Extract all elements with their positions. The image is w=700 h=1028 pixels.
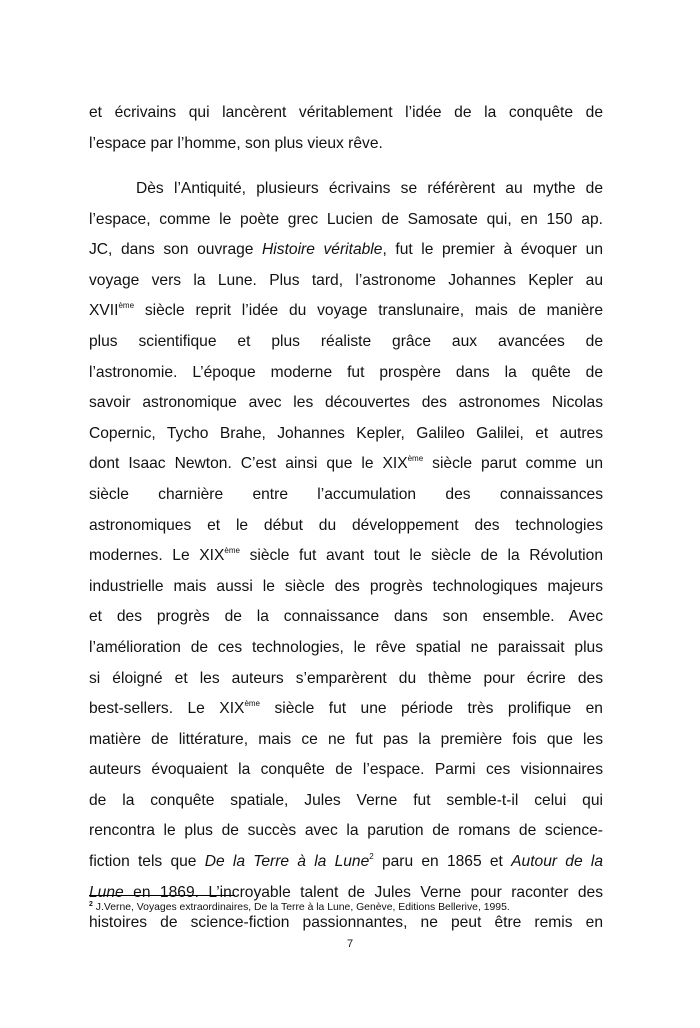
text-line: rencontra le plus de succès avec la parution de romans de science- [89, 822, 603, 840]
text-line [89, 235, 603, 266]
page-number: 7 [346, 938, 354, 950]
text-line: astronomiques et le début du développement des technologies [89, 516, 603, 534]
text-span: siècle reprit l’idée du voyage translunaire, mais de manière [134, 302, 603, 320]
text-line: l’amélioration de ces technologies, le rêve spatial ne paraissait plus [89, 638, 603, 656]
text-line: savoir astronomique avec les découvertes des astronomes Nicolas [89, 394, 603, 412]
text-line: histoires de science-fiction passionnantes, ne peut être remis en [89, 914, 603, 932]
text-span: XVII [89, 302, 119, 320]
text-span: fiction tels que [89, 853, 205, 871]
text-line [89, 694, 603, 725]
text-span: en 1869. L’incroyable talent de Jules Verne pour raconter des [123, 883, 603, 901]
text-line [89, 449, 603, 480]
paragraph-2 [89, 174, 603, 939]
text-line: industrielle mais aussi le siècle des progrès technologiques majeurs [89, 577, 603, 595]
book-title-autour-de-la-lune: Autour de la [511, 853, 604, 871]
text-line: voyage vers la Lune. Plus tard, l’astronome Johannes Kepler au [89, 271, 603, 289]
text-span: siècle fut une période très prolifique en [260, 700, 603, 718]
superscript: ème [118, 301, 135, 311]
book-title-autour-de-la-lune: Lune [89, 883, 124, 901]
text-line: Copernic, Tycho Brahe, Johannes Kepler, Galileo Galilei, et autres [89, 424, 603, 442]
text-line: siècle charnière entre l’accumulation des connaissances [89, 485, 603, 503]
book-title-de-la-terre-a-la-lune: De la Terre à la Lune [204, 853, 370, 871]
text-line: si éloigné et les auteurs s’emparèrent du thème pour écrire des [89, 669, 603, 687]
text-line: et des progrès de la connaissance dans son ensemble. Avec [89, 608, 603, 626]
text-line: de la conquête spatiale, Jules Verne fut semble-t-il celui qui [89, 791, 603, 809]
text-line: l’espace par l’homme, son plus vieux rêve. [89, 134, 383, 152]
text-span: siècle fut avant tout le siècle de la Révolution [239, 547, 603, 565]
footnote-marker: 2 [89, 901, 93, 908]
footnote-reference: 2 [369, 852, 374, 862]
text-span: siècle parut comme un [423, 455, 603, 473]
text-line [89, 296, 603, 327]
text-line: l’astronomie. L’époque moderne fut prospère dans la quête de [89, 363, 603, 381]
footnote-separator [89, 895, 235, 896]
superscript: ème [224, 546, 240, 556]
superscript: ème [244, 699, 260, 709]
text-line [89, 847, 603, 878]
text-line: et écrivains qui lancèrent véritablement l’idée de la conquête de [89, 104, 603, 121]
book-title-histoire-veritable: Histoire véritable [262, 241, 383, 259]
footnote-text: J.Verne, Voyages extraordinaires, De la Terre à la Lune, Genève, Editions Bellerive, 1995. [92, 902, 510, 913]
text-span: , fut le premier à évoquer un [382, 241, 603, 259]
paragraph-1 [89, 98, 603, 159]
text-span: JC, dans son ouvrage [89, 241, 263, 259]
text-line: plus scientifique et plus réaliste grâce aux avancées de [89, 332, 603, 350]
superscript: ème [407, 454, 424, 464]
text-span: paru en 1865 et [373, 853, 512, 871]
text-line: auteurs évoquaient la conquête de l’espace. Parmi ces visionnaires [89, 761, 603, 779]
text-span: modernes. Le XIX [89, 547, 225, 565]
text-span: best-sellers. Le XIX [89, 700, 245, 718]
text-line: l’espace, comme le poète grec Lucien de Samosate qui, en 150 ap. [89, 210, 603, 228]
text-span: dont Isaac Newton. C’est ainsi que le XIX [89, 455, 408, 473]
text-line [89, 541, 603, 572]
text-line: Dès l’Antiquité, plusieurs écrivains se référèrent au mythe de [136, 180, 603, 197]
footnote [89, 902, 510, 913]
text-line: matière de littérature, mais ce ne fut pas la première fois que les [89, 730, 603, 748]
